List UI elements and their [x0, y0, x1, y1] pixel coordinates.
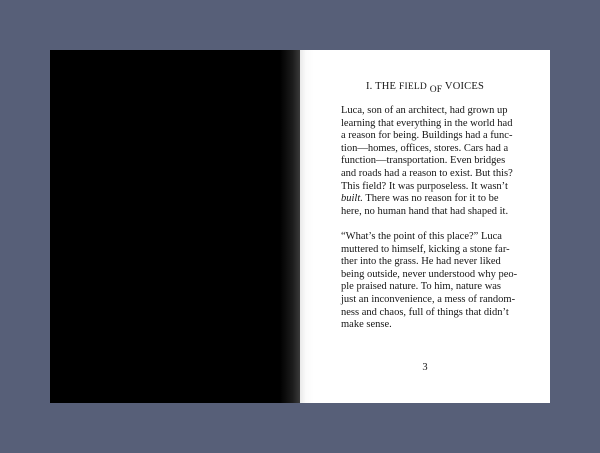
text-line: Luca, son of an architect, had grown up [341, 105, 508, 116]
chapter-numeral: I. [365, 81, 373, 92]
chapter-word-voices: VOICES [444, 81, 485, 92]
right-page [300, 50, 550, 403]
text-line: a reason for being. Buildings had a func- [341, 130, 513, 142]
text-line: ple praised nature. To him, nature was [341, 281, 502, 293]
text-line: being outside, never understood why peo- [341, 268, 518, 280]
chapter-word-of: OF [429, 85, 443, 95]
text-line: ness and chaos, full of things that didn’t [341, 306, 509, 318]
page-number: 3 [422, 362, 428, 373]
chapter-word-the: THE [375, 81, 397, 92]
text-line: This field? It was purposeless. It wasn’t [341, 180, 508, 192]
chapter-title [300, 81, 550, 95]
text-line: muttered to himself, kicking a stone far- [341, 243, 510, 255]
text-line: tion—homes, offices, stores. Cars had a [341, 142, 509, 154]
text-line: ther into the grass. He had never liked [341, 256, 501, 268]
text-line: “What’s the point of this place?” Luca [341, 230, 502, 242]
body-text [341, 105, 523, 344]
text-line-emphasis [341, 193, 523, 206]
left-page-blank [50, 50, 300, 403]
text-line: function—transportation. Even bridges [341, 155, 506, 167]
text-line: and roads had a reason to exist. But this? [341, 167, 513, 179]
emphasized-word: built. [341, 193, 363, 205]
text-line: here, no human hand that had shaped it. [341, 205, 509, 217]
text-line: learning that everything in the world had [341, 117, 513, 129]
paragraph-2 [341, 231, 523, 332]
text-line: make sense. [341, 319, 392, 331]
text-line-rest: There was no reason for it to be [362, 193, 499, 205]
book-spread [50, 50, 550, 403]
chapter-word-field: FIELD [398, 82, 427, 92]
text-line: just an inconvenience, a mess of random- [341, 293, 516, 305]
paragraph-1 [341, 105, 523, 218]
